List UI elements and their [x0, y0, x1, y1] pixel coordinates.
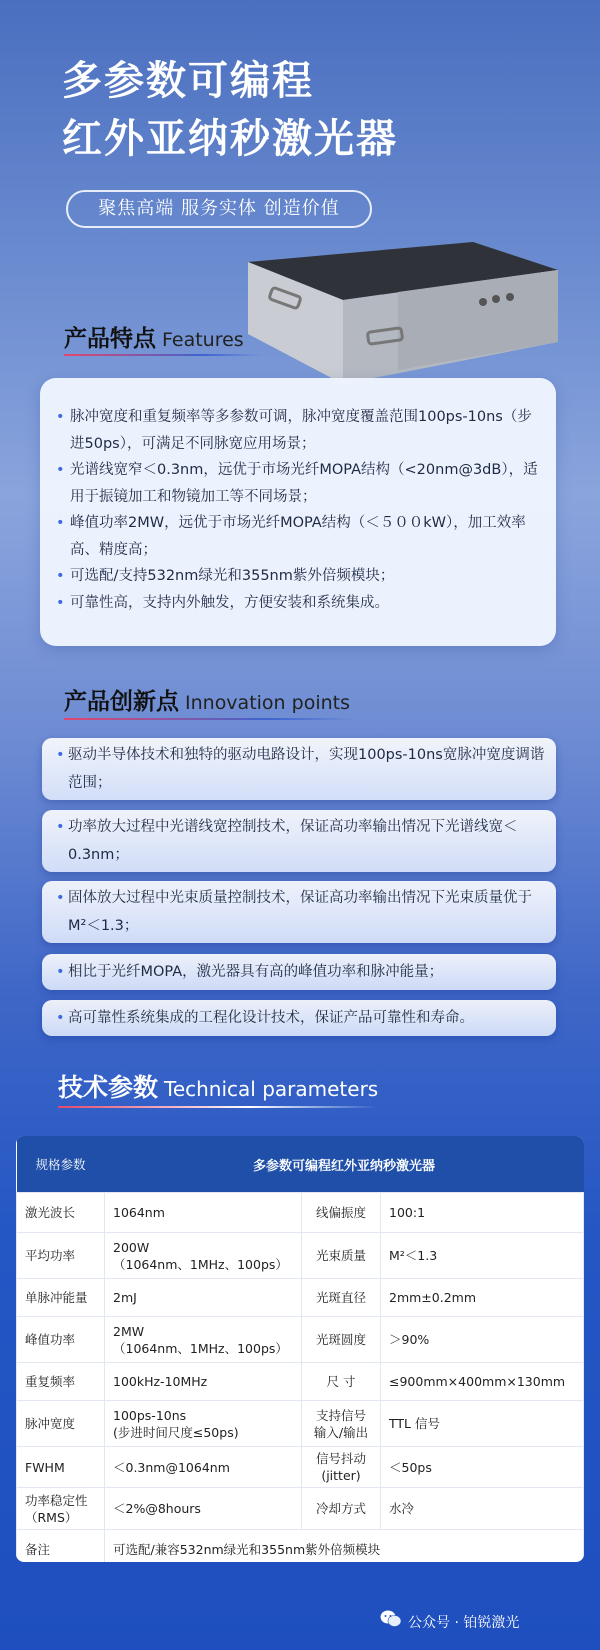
features-title-en: Features — [162, 329, 244, 351]
spec-row — [17, 1401, 584, 1447]
tech-underline — [58, 1106, 378, 1108]
spec-note-key: 备注 — [17, 1530, 105, 1563]
spec-value: 2MW （1064nm、1MHz、100ps） — [105, 1317, 302, 1363]
spec-value: TTL 信号 — [381, 1401, 584, 1447]
feature-item: • 光谱线宽窄＜0.3nm，远优于市场光纤MOPA结构（<20nm@3dB），适用于振镜加工和物镜加工等不同场景； — [56, 457, 546, 510]
tech-title — [58, 1068, 378, 1104]
spec-row — [17, 1447, 584, 1488]
innovation-text: • 驱动半导体技术和独特的驱动电路设计，实现100ps-10ns宽脉冲宽度调谐范围； — [56, 741, 546, 797]
spec-value: 100:1 — [381, 1193, 584, 1233]
footer-account: 公众号 · 铂锐激光 — [408, 1615, 520, 1631]
innovation-text: • 高可靠性系统集成的工程化设计技术，保证产品可靠性和寿命。 — [56, 1004, 546, 1032]
spec-key: 激光波长 — [17, 1193, 105, 1233]
spec-value: 100kHz-10MHz — [105, 1363, 302, 1401]
spec-value: ＜50ps — [381, 1447, 584, 1488]
slogan-badge: 聚焦高端 服务实体 创造价值 — [66, 190, 372, 228]
spec-note-row — [17, 1530, 584, 1563]
spec-row — [17, 1279, 584, 1317]
features-title-cn: 产品特点 — [64, 326, 156, 352]
innovation-text: • 功率放大过程中光谱线宽控制技术，保证高功率输出情况下光谱线宽＜0.3nm； — [56, 813, 546, 869]
innovation-title — [64, 683, 350, 716]
title-line-2: 红外亚纳秒激光器 — [62, 116, 398, 162]
spec-key: 光斑直径 — [302, 1279, 381, 1317]
spec-row — [17, 1317, 584, 1363]
innovation-card — [42, 954, 556, 990]
spec-value: ＜2%@8hours — [105, 1488, 302, 1530]
innovation-card — [42, 810, 556, 872]
spec-row — [17, 1363, 584, 1401]
spec-header-col2: 多参数可编程红外亚纳秒激光器 — [105, 1136, 584, 1193]
spec-header-row — [17, 1136, 584, 1193]
spec-value: 2mJ — [105, 1279, 302, 1317]
page-title — [62, 52, 398, 168]
spec-key: 平均功率 — [17, 1233, 105, 1279]
spec-row — [17, 1488, 584, 1530]
innovation-card — [42, 738, 556, 800]
spec-value: M²＜1.3 — [381, 1233, 584, 1279]
innovation-text: • 固体放大过程中光束质量控制技术，保证高功率输出情况下光束质量优于M²＜1.3； — [56, 884, 546, 940]
innovation-text: • 相比于光纤MOPA，激光器具有高的峰值功率和脉冲能量； — [56, 958, 546, 986]
spec-value: ≤900mm×400mm×130mm — [381, 1363, 584, 1401]
spec-key: 光束质量 — [302, 1233, 381, 1279]
features-list — [56, 404, 546, 616]
spec-key: 支持信号 输入/输出 — [302, 1401, 381, 1447]
spec-key: 线偏振度 — [302, 1193, 381, 1233]
spec-key: 单脉冲能量 — [17, 1279, 105, 1317]
spec-value: 2mm±0.2mm — [381, 1279, 584, 1317]
features-underline — [64, 354, 262, 356]
innovation-underline — [64, 718, 356, 720]
innovation-card — [42, 1000, 556, 1036]
spec-row — [17, 1233, 584, 1279]
spec-row — [17, 1193, 584, 1233]
spec-note-value: 可选配/兼容532nm绿光和355nm紫外倍频模块 — [105, 1530, 584, 1563]
feature-item: • 脉冲宽度和重复频率等多参数可调，脉冲宽度覆盖范围100ps-10ns（步进50ps），可满足不同脉宽应用场景； — [56, 404, 546, 457]
spec-value: 200W （1064nm、1MHz、100ps） — [105, 1233, 302, 1279]
title-line-1: 多参数可编程 — [62, 58, 314, 104]
spec-key: 尺 寸 — [302, 1363, 381, 1401]
spec-key: 冷却方式 — [302, 1488, 381, 1530]
spec-key: 峰值功率 — [17, 1317, 105, 1363]
spec-table-card — [16, 1136, 584, 1562]
spec-key: FWHM — [17, 1447, 105, 1488]
spec-key: 功率稳定性 （RMS） — [17, 1488, 105, 1530]
tech-title-cn: 技术参数 — [58, 1073, 159, 1102]
spec-value: ＜0.3nm@1064nm — [105, 1447, 302, 1488]
spec-body — [17, 1193, 584, 1563]
spec-key: 光斑圆度 — [302, 1317, 381, 1363]
innovation-title-en: Innovation points — [185, 692, 350, 714]
spec-key: 重复频率 — [17, 1363, 105, 1401]
spec-key: 脉冲宽度 — [17, 1401, 105, 1447]
spec-value: 100ps-10ns (步进时间尺度≤50ps) — [105, 1401, 302, 1447]
spec-value: 1064nm — [105, 1193, 302, 1233]
innovation-card — [42, 881, 556, 943]
spec-header-col1: 规格参数 — [17, 1136, 105, 1193]
tech-title-en: Technical parameters — [164, 1077, 379, 1101]
laser-device-image — [248, 242, 558, 392]
innovation-title-cn: 产品创新点 — [64, 689, 179, 715]
spec-value: ＞90% — [381, 1317, 584, 1363]
wechat-icon — [380, 1609, 402, 1629]
feature-item: • 可靠性高，支持内外触发，方便安装和系统集成。 — [56, 590, 546, 617]
features-title — [64, 320, 244, 353]
feature-item: • 可选配/支持532nm绿光和355nm紫外倍频模块； — [56, 563, 546, 590]
spec-table — [16, 1136, 584, 1562]
spec-value: 水冷 — [381, 1488, 584, 1530]
spec-key: 信号抖动 (jitter) — [302, 1447, 381, 1488]
feature-item: • 峰值功率2MW，远优于市场光纤MOPA结构（＜５００kW），加工效率高、精度高； — [56, 510, 546, 563]
